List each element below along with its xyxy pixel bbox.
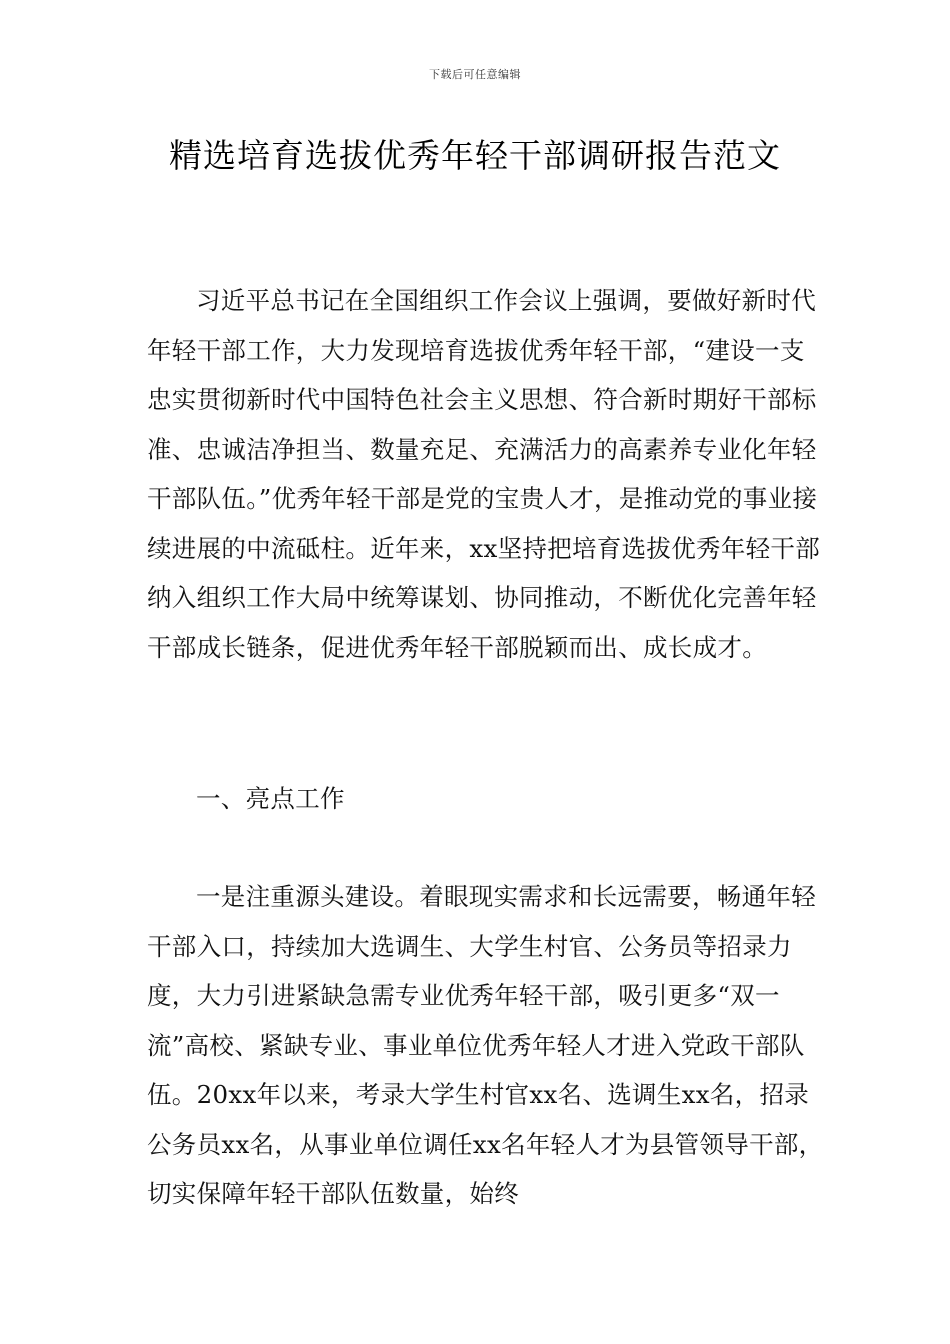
document-title: 精选培育选拔优秀年轻干部调研报告范文 [169,136,781,175]
header-note: 下载后可任意编辑 [429,68,521,81]
paragraph-section-1: 一是注重源头建设。着眼现实需求和长远需要，畅通年轻干部入口，持续加大选调生、大学生村官、公务员等招录力度，大力引进紧缺急需专业优秀年轻干部，吸引更多“双一流”高校、紧缺专业、事业单位优秀年轻人才进入党政干部队伍。20xx年以来，考录大学生村官xx名、选调生xx名，招录公务员xx名，从事业单位调任xx名年轻人才为县管领导干部，切实保障年轻干部队伍数量，始终 [147,882,824,1208]
section-heading: 一、亮点工作 [196,784,345,813]
paragraph-intro: 习近平总书记在全国组织工作会议上强调，要做好新时代年轻干部工作，大力发现培育选拔优秀年轻干部，“建设一支忠实贯彻新时代中国特色社会主义思想、符合新时期好干部标准、忠诚洁净担当、数量充足、充满活力的高素养专业化年轻干部队伍。”优秀年轻干部是党的宝贵人才，是推动党的事业接续进展的中流砥柱。近年来，xx坚持把培育选拔优秀年轻干部纳入组织工作大局中统筹谋划、协同推动，不断优化完善年轻干部成长链条，促进优秀年轻干部脱颖而出、成长成才。 [147,286,821,662]
